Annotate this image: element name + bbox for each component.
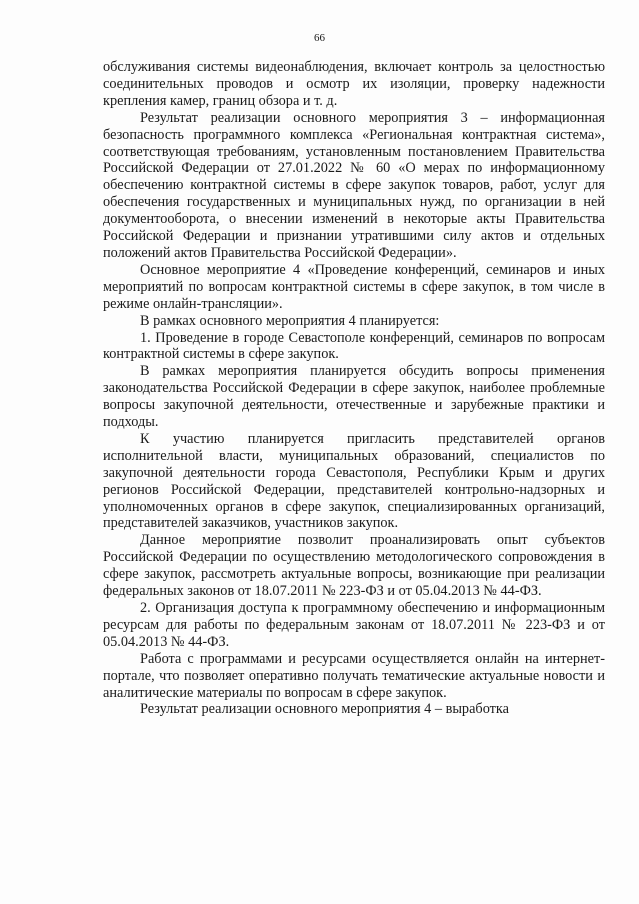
paragraph-2: Результат реализации основного мероприятия 3 – информационная безопасность программного комплекса «Региональная контрактная система», соответствующая требованиям, установленным постановлением Правительства Российской Федерации от 27.01.2022 № 60 «О мерах по информационному обеспечению контрактной системы в сфере закупок товаров, работ, услуг для обеспечения государственных и муниципальных нужд, по организации в ней документооборота, о внесении изменений в некоторые акты Правительства Российской Федерации и признании утратившими силу актов и отдельных положений актов Правительства Российской Федерации».: [103, 109, 605, 261]
paragraph-5: 1. Проведение в городе Севастополе конференций, семинаров по вопросам контрактной системы в сфере закупок.: [103, 329, 605, 363]
paragraph-10: Работа с программами и ресурсами осуществляется онлайн на интернет-портале, что позволяет оперативно получать тематические актуальные новости и аналитические материалы по вопросам в сфере закупок.: [103, 650, 605, 701]
page-number: 66: [314, 32, 325, 44]
paragraph-9: 2. Организация доступа к программному обеспечению и информационным ресурсам для работы по федеральным законам от 18.07.2011 № 223-ФЗ и от 05.04.2013 № 44-ФЗ.: [103, 600, 605, 650]
paragraph-8: Данное мероприятие позволит проанализировать опыт субъектов Российской Федерации по осуществлению методологического сопровождения в сфере закупок, рассмотреть актуальные вопросы, возникающие при реализации федеральных законов от 18.07.2011 № 223-ФЗ и от 05.04.2013 № 44-ФЗ.: [103, 532, 605, 600]
paragraph-1: обслуживания системы видеонаблюдения, включает контроль за целостностью соединительных проводов и осмотр их изоляции, проверку надежности крепления камер, границ обзора и т. д.: [103, 59, 605, 109]
paragraph-6: В рамках мероприятия планируется обсудить вопросы применения законодательства Российской Федерации в сфере закупок, наиболее проблемные вопросы закупочной деятельности, отечественные и зарубежные практики и подходы.: [103, 363, 605, 431]
paragraph-4: В рамках основного мероприятия 4 планируется:: [140, 312, 440, 329]
paragraph-7: К участию планируется пригласить представителей органов исполнительной власти, муниципальных образований, специалистов по закупочной деятельности города Севастополя, Республики Крым и других регионов Российской Федерации, представителей контрольно-надзорных и уполномоченных органов в сфере закупок, специализированных организаций, представителей заказчиков, участников закупок.: [103, 430, 605, 532]
paragraph-11: Результат реализации основного мероприятия 4 – выработка: [140, 701, 509, 718]
document-body: [103, 59, 605, 718]
paragraph-3: Основное мероприятие 4 «Проведение конференций, семинаров и иных мероприятий по вопросам контрактной системы в сфере закупок, в том числе в режиме онлайн-трансляции».: [103, 261, 605, 312]
